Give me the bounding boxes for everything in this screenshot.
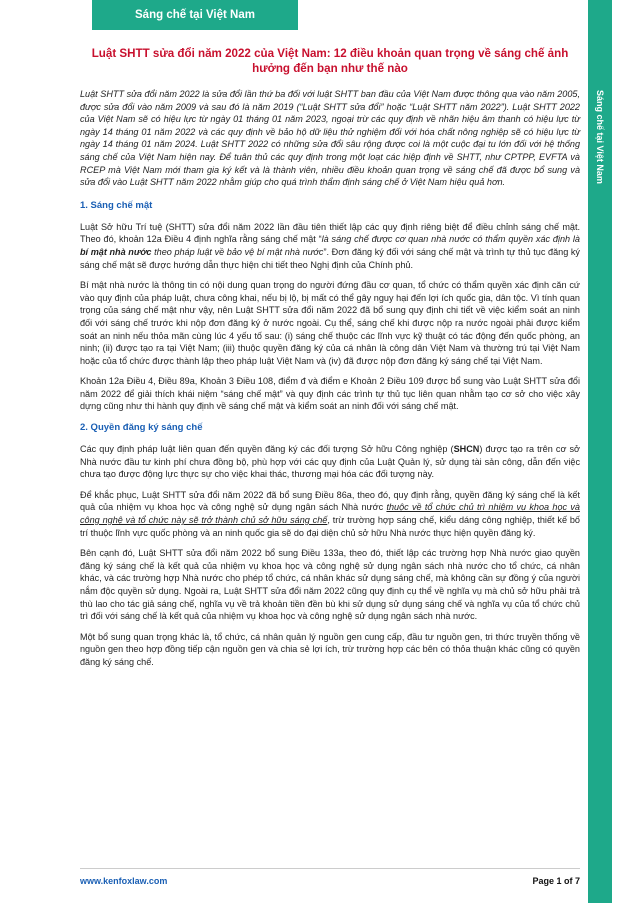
section-2-paragraph-2 [80,489,580,539]
section-2-paragraph-1 [80,443,580,481]
page-number: Page 1 of 7 [532,876,580,886]
section-2-paragraph-3: Bên cạnh đó, Luật SHTT sửa đổi năm 2022 bổ sung Điều 133a, theo đó, thiết lập các trường hợp Nhà nước giao quyền đăng ký sáng chế là kết quả của nhiệm vụ khoa học và công nghệ sử dụng ngân sách nhà nước cho tổ chức, cá nhân khác, và các trường hợp Nhà nước cho phép tổ chức, cá nhân khác sử dụng sáng chế, mà không cần sự đồng ý của người nắm độc quyền sử dụng. Ngoài ra, Luật SHTT sửa đổi năm 2022 cũng quy định cụ thể về nghĩa vụ mà chủ sở hữu phải trả thù lao cho tác giả sáng chế, nghĩa vụ về trả khoản tiền đền bù khi sử dụng sử dụng sáng chế và nghĩa vụ của tổ chức chủ trì đối với sáng chế là kết quả của nhiệm vụ khoa học và công nghệ sử dụng ngân sách nhà nước. [80,548,580,622]
section-1-paragraph-2: Bí mật nhà nước là thông tin có nội dung quan trọng do người đứng đầu cơ quan, tổ chức có thẩm quyền xác định căn cứ vào quy định của pháp luật, chưa công khai, nếu bị lộ, bị mất có thể gây nguy hại đến lợi ích quốc gia, dân tộc. Vì tính quan trọng của sáng chế mật như vậy, nên Luật SHTT sửa đổi năm 2022 đã bổ sung quy định chi tiết về việc kiểm soát an ninh đối với sáng chế trước khi nộp đơn đăng ký ở nước ngoài. Cụ thể, sáng chế khi được nộp ra nước ngoài phải được kiểm soát an ninh nếu thỏa mãn cùng lúc 4 yếu tố sau: (i) sáng chế thuộc các lĩnh vực kỹ thuật có tác động đến quốc phòng, an ninh; (ii) được tạo ra tại Việt Nam; (iii) thuộc quyền đăng ký của cá nhân là công dân Việt Nam và thường trú tại Việt Nam hoặc của tổ chức được thành lập theo pháp luật Việt Nam và (iv) đã được nộp đơn đăng ký sáng chế tại Việt Nam. [80,280,580,366]
bold-italic-run: bí mật nhà nước [80,246,152,257]
document-body [80,46,580,677]
bold-run: SHCN [453,444,480,455]
header-tab [92,0,298,30]
section-1-paragraph-1 [80,221,580,271]
page-footer [80,876,580,886]
section-1-paragraph-3: Khoản 12a Điều 4, Điều 89a, Khoản 3 Điều 108, điểm đ và điểm e Khoản 2 Điều 109 được bổ sung vào Luật SHTT sửa đổi năm 2022 để giải thích khái niệm “sáng chế mật” và quy định các trình tự thủ tục liên quan nhằm tạo cơ sở cho việc xây dựng cũng như thi hành quy định về sáng chế mật và kiểm soát an ninh đối với sáng chế mật. [80,376,580,412]
intro-paragraph: Luật SHTT sửa đổi năm 2022 là sửa đổi lần thứ ba đối với luật SHTT ban đầu của Việt Nam được thông qua vào năm 2005, được sửa đổi vào năm 2009 và sau đó là năm 2019 (“Luật SHTT sửa đổi” hoặc “Luật SHTT năm 2022”). Luật SHTT 2022 của Việt Nam sẽ có hiệu lực từ ngày 01 tháng 01 năm 2023, ngoại trừ các quy định về nhãn hiệu âm thanh có hiệu lực từ ngày 14 tháng 01 năm 2022 và các quy định về bảo hộ dữ liệu thử nghiệm đối với hóa chất nông nghiệp sẽ có hiệu lực từ ngày 14 tháng 01 năm 2024. Luật SHTT 2022 có những sửa đổi sâu rộng được coi là một cuộc đại tu lớn đối với hệ thống sáng chế của Việt Nam hiện nay. Để tuân thủ các quy định trong một loạt các hiệp định về SHTT, như CPTPP, EVFTA và RCEP mà Việt Nam mới tham gia ký kết và là thành viên, nhiều điều khoản quan trọng về sáng chế đã được bổ sung và sửa đổi vào Luật SHTT năm 2022 nhằm giúp cho quá trình thẩm định sáng chế ở Việt Nam hiệu quả hơn. [80,89,580,188]
text-run: Các quy định pháp luật liên quan đến quyền đăng ký các đối tượng Sở hữu Công nghiệp ( [80,444,454,455]
website-link[interactable]: www.kenfoxlaw.com [80,876,168,886]
section-2-heading: 2. Quyền đăng ký sáng chế [80,422,203,434]
side-bar [588,0,612,903]
footer-divider [80,868,580,869]
underlined-run: thuộc về tổ chức chủ trì nhiệm vụ khoa học và công nghệ và tổ chức này sẽ trở thành chủ sở hữu sáng chế [80,502,580,526]
text-run: ”. Đơn đăng ký đối với sáng chế mật và trình tự thủ tục đăng ký sáng chế mật sẽ được hướng dẫn thực hiện chi tiết theo Nghị định của Chính phủ. [80,246,580,270]
text-run: , trừ trường hợp sáng chế, kiểu dáng công nghiệp, thiết kế bố trí thuộc lĩnh vực quốc phòng và an ninh quốc gia sẽ do đại diện chủ sở hữu Nhà nước thực hiện quyền đăng ký. [80,515,580,538]
italic-run: theo pháp luật về bảo vệ bí mật nhà nước [151,246,324,257]
text-run: Luật Sở hữu Trí tuệ (SHTT) sửa đổi năm 2022 lần đầu tiên thiết lập các quy định riêng biệt để điều chỉnh sáng chế mật. Theo đó, khoản 12a Điều 4 định nghĩa rằng sáng chế mật “ [80,221,580,245]
section-2-paragraph-4: Một bổ sung quan trọng khác là, tổ chức, cá nhân quản lý nguồn gen cung cấp, đầu tư nguồn gen, tri thức truyền thống về nguồn gen theo hợp đồng tiếp cận nguồn gen và chia sẻ lợi ích, trừ trường hợp các bên có thỏa thuận khác cũng có quyền đăng ký sáng chế. [80,631,580,667]
header-tab-label: Sáng chế tại Việt Nam [135,9,255,21]
side-bar-label: Sáng chế tại Việt Nam [595,90,605,184]
text-run: ) được tạo ra trên cơ sở Nhà nước đầu tư kinh phí chưa đồng bộ, phù hợp với các quy định của Luật Quản lý, sử dụng tài sản công, dẫn đến việc chưa tạo được động lực thực sự cho việc khai thác, thương mại hóa các đối tượng này. [80,444,581,480]
document-title: Luật SHTT sửa đổi năm 2022 của Việt Nam: 12 điều khoản quan trọng về sáng chế ảnh hưởng đến bạn như thế nào [91,47,569,75]
text-run: Để khắc phục, Luật SHTT sửa đổi năm 2022 đã bổ sung Điều 86a, theo đó, quy định rằng, quyền đăng ký sáng chế là kết quả của nhiệm vụ khoa học và công nghệ sử dụng ngân sách Nhà nước [80,489,580,513]
italic-run: là sáng chế được cơ quan nhà nước có thẩm quyền xác định là [321,234,580,245]
section-1-heading: 1. Sáng chế mật [80,199,153,211]
